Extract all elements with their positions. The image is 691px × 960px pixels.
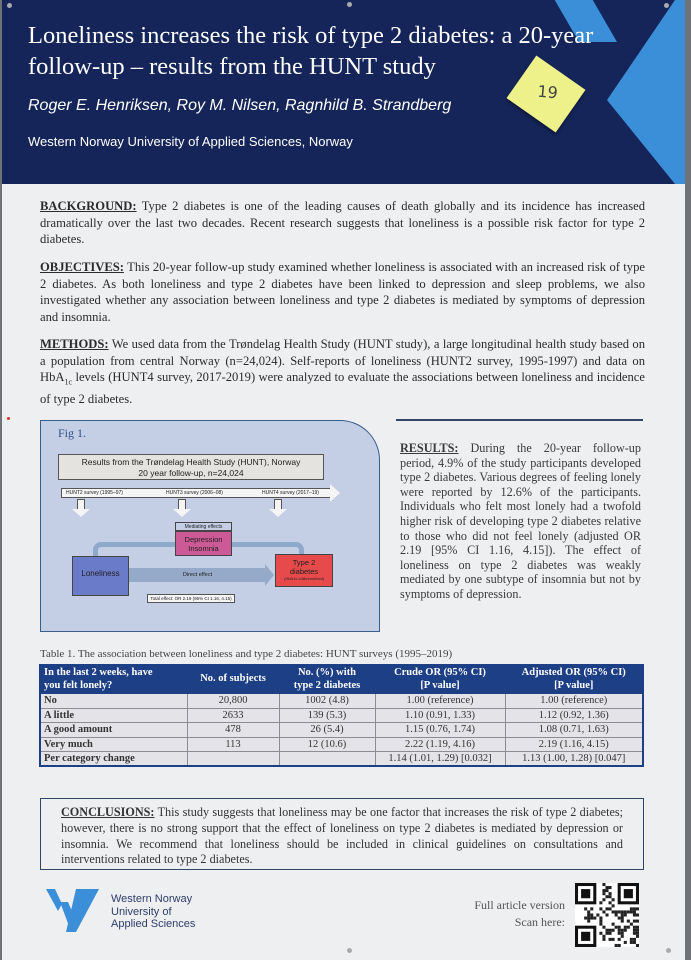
logo-line: Applied Sciences bbox=[111, 918, 196, 930]
column-header: No. of subjects bbox=[187, 665, 279, 694]
table-cell: 26 (5.4) bbox=[279, 723, 375, 738]
outcome-note: (HbA1c ≥48mmol/mol) bbox=[284, 576, 324, 581]
survey-label: HUNT3 survey (2006–08) bbox=[166, 490, 223, 496]
poster-title: Loneliness increases the risk of type 2 diabetes: a 20-year follow-up – results from the HUNT study bbox=[28, 22, 594, 80]
table-cell: A little bbox=[40, 708, 187, 723]
table-cell: 2.19 (1.16, 4.15) bbox=[505, 737, 643, 752]
figure-title bbox=[58, 454, 324, 480]
table-cell bbox=[187, 752, 279, 767]
loneliness-box: Loneliness bbox=[72, 556, 129, 596]
methods-text-a: We used data from the Trøndelag Health Study (HUNT study), a large longitudinal health study based on a population from central Norway (n=24,024). Self-reports of loneliness (HUNT2 survey, 1995-1997) and data on HbA bbox=[40, 337, 645, 384]
table-row bbox=[40, 752, 643, 767]
results-text: During the 20-year follow-up period, 4.9% of the study participants developed type 2 diabetes. Various degrees of feeling lonely were reported by 12.6% of the participants. Individuals who felt most lonely had a twofold higher risk of developing type 2 diabetes relative to those who did not feel lonely (adjusted OR 2.19 [95% CI 1.16, 4.15]). The effect of loneliness on type 2 diabetes was weakly mediated by one subtype of insomnia but not by symptoms of depression. bbox=[400, 441, 641, 601]
table-cell: A good amount bbox=[40, 723, 187, 738]
table-row bbox=[40, 737, 643, 752]
table-cell: 2633 bbox=[187, 708, 279, 723]
table-row bbox=[40, 694, 643, 709]
column-header: Adjusted OR (95% CI) [P value] bbox=[505, 665, 643, 694]
authors: Roger E. Henriksen, Roy M. Nilsen, Ragnhild B. Strandberg bbox=[28, 97, 452, 114]
outcome-line2: diabetes bbox=[289, 567, 319, 576]
background-text: Type 2 diabetes is one of the leading causes of death globally and its incidence has increased dramatically over the last two decades. Recent research suggests that loneliness is a possible risk factor for type 2 diabetes. bbox=[40, 199, 645, 246]
sticky-note-number: 19 bbox=[536, 81, 559, 103]
table-cell: 1.10 (0.91, 1.33) bbox=[375, 708, 505, 723]
results-table bbox=[39, 664, 644, 767]
university-logo-text bbox=[111, 893, 195, 931]
survey-label: HUNT2 survey (1995–97) bbox=[66, 490, 123, 496]
mediator-depression: Depression bbox=[184, 535, 223, 544]
direct-effect-arrow: Direct effect bbox=[129, 568, 266, 582]
results-label: RESULTS: bbox=[400, 441, 459, 455]
table-cell: 1.08 (0.71, 1.63) bbox=[505, 723, 643, 738]
results-section bbox=[400, 441, 641, 602]
total-effect-label: Total effect: OR 2.19 (95% CI 1.16, 4.15) bbox=[147, 594, 235, 603]
timeline-arrow bbox=[61, 488, 331, 498]
figure-1 bbox=[40, 420, 380, 632]
table-cell: 478 bbox=[187, 723, 279, 738]
table-cell: 1002 (4.8) bbox=[279, 694, 375, 709]
conclusions-section bbox=[40, 798, 644, 870]
objectives-section bbox=[40, 259, 645, 325]
full-article-label: Full article version bbox=[474, 898, 565, 912]
logo-line: University of bbox=[111, 905, 172, 918]
poster bbox=[2, 0, 685, 960]
methods-label: METHODS: bbox=[40, 337, 109, 351]
table-header-row bbox=[40, 665, 643, 694]
table-cell: No bbox=[40, 694, 187, 709]
survey-label: HUNT4 survey (2017–19) bbox=[262, 490, 319, 496]
pin bbox=[664, 3, 669, 8]
table-cell: 1.12 (0.92, 1.36) bbox=[505, 708, 643, 723]
mediators-box bbox=[175, 531, 232, 556]
table-cell: 20,800 bbox=[187, 694, 279, 709]
logo-line: Western Norway bbox=[111, 893, 193, 905]
figure-title-line2: 20 year follow-up, n=24,024 bbox=[138, 468, 244, 478]
table-cell: Very much bbox=[40, 737, 187, 752]
table-row bbox=[40, 708, 643, 723]
table-cell: 1.00 (reference) bbox=[505, 694, 643, 709]
table-cell bbox=[279, 752, 375, 767]
objectives-text: This 20-year follow-up study examined whether loneliness is associated with an increased risk of type 2 diabetes. As both loneliness and type 2 diabetes have been linked to depression and sleep problems, we also investigated whether any association between loneliness and type 2 diabetes is mediated by symptoms of depression and insomnia. bbox=[40, 260, 645, 324]
table-row bbox=[40, 723, 643, 738]
mediator-insomnia: Insomnia bbox=[188, 544, 219, 553]
pin bbox=[347, 948, 352, 953]
poster-header bbox=[2, 0, 685, 184]
scan-here-label: Scan here: bbox=[514, 915, 565, 929]
column-header: In the last 2 weeks, have you felt lonely? bbox=[40, 665, 187, 694]
figure-label: Fig 1. bbox=[58, 426, 87, 440]
methods-subscript: 1c bbox=[64, 377, 73, 387]
mediating-effects-header: Mediating effects bbox=[175, 522, 232, 531]
down-arrow-icon bbox=[274, 499, 282, 509]
table-cell: Per category change bbox=[40, 752, 187, 767]
table-cell: 2.22 (1.19, 4.16) bbox=[375, 737, 505, 752]
direct-effect-arrow-tip bbox=[265, 564, 274, 586]
type2-diabetes-box bbox=[275, 554, 333, 587]
outcome-line1: Type 2 bbox=[292, 558, 316, 567]
table-cell: 1.13 (1.00, 1.28) [0.047] bbox=[505, 752, 643, 767]
background-label: BACKGROUND: bbox=[40, 199, 137, 213]
table-cell: 113 bbox=[187, 737, 279, 752]
conclusions-text: This study suggests that loneliness may be one factor that increases the risk of type 2 diabetes; however, there is no strong support that the effect of loneliness on type 2 diabetes is mediated by depression or insomnia. We recommend that loneliness should be included in clinical guidelines on consultations and interventions related to type 2 diabetes. bbox=[61, 805, 623, 867]
qr-code-icon[interactable] bbox=[575, 883, 639, 947]
mediation-path-arrow bbox=[93, 542, 175, 556]
affiliation: Western Norway University of Applied Sciences, Norway bbox=[28, 134, 353, 149]
timeline-arrow-tip bbox=[330, 484, 340, 502]
methods-text-b: levels (HUNT4 survey, 2017-2019) were analyzed to evaluate the associations between loneliness and incidence of type 2 diabetes. bbox=[40, 370, 645, 407]
table-cell: 1.15 (0.76, 1.74) bbox=[375, 723, 505, 738]
table-cell: 12 (10.6) bbox=[279, 737, 375, 752]
pin bbox=[7, 3, 12, 8]
figure-title-line1: Results from the Trøndelag Health Study (HUNT), Norway bbox=[81, 457, 301, 467]
table-caption: Table 1. The association between loneliness and type 2 diabetes: HUNT surveys (1995–2019) bbox=[40, 648, 453, 660]
down-arrow-icon bbox=[178, 499, 186, 509]
full-article-note bbox=[474, 897, 565, 931]
column-header: Crude OR (95% CI) [P value] bbox=[375, 665, 505, 694]
pin bbox=[347, 2, 352, 7]
conclusions-label: CONCLUSIONS: bbox=[61, 805, 155, 819]
column-header: No. (%) with type 2 diabetes bbox=[279, 665, 375, 694]
pin bbox=[666, 948, 671, 953]
university-logo-icon bbox=[46, 886, 102, 934]
pin bbox=[7, 417, 10, 420]
table-cell: 1.14 (1.01, 1.29) [0.032] bbox=[375, 752, 505, 767]
methods-section bbox=[40, 336, 645, 408]
objectives-label: OBJECTIVES: bbox=[40, 260, 124, 274]
table-cell: 1.00 (reference) bbox=[375, 694, 505, 709]
down-arrow-icon bbox=[77, 499, 85, 509]
background-section bbox=[40, 198, 645, 248]
mediation-path-arrow bbox=[232, 542, 304, 554]
divider bbox=[396, 419, 643, 421]
table-cell: 139 (5.3) bbox=[279, 708, 375, 723]
